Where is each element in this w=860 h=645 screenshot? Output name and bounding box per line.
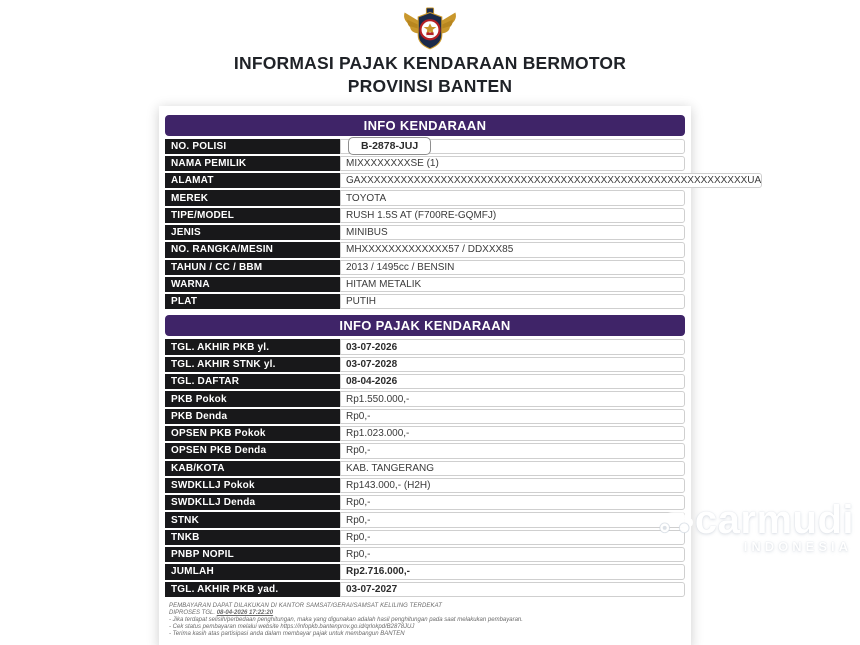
info-kendaraan-table <box>165 139 762 310</box>
table-row <box>165 208 685 223</box>
table-row <box>165 495 685 510</box>
row-value: TOYOTA <box>340 190 685 205</box>
table-row <box>165 530 685 545</box>
row-value: KAB. TANGERANG <box>340 461 685 476</box>
row-value: Rp2.716.000,- <box>340 564 685 579</box>
row-value: Rp0,- <box>340 547 685 562</box>
row-value: MINIBUS <box>340 225 685 240</box>
row-value: 2013 / 1495cc / BENSIN <box>340 260 685 275</box>
row-value: Rp0,- <box>340 443 685 458</box>
row-value: 03-07-2028 <box>340 357 685 372</box>
table-row <box>165 582 685 597</box>
table-row <box>165 173 762 188</box>
row-label: PKB Pokok <box>165 391 340 406</box>
table-row <box>165 391 685 406</box>
footnote <box>169 603 685 638</box>
row-value <box>340 139 685 154</box>
table-row <box>165 478 685 493</box>
row-label: TAHUN / CC / BBM <box>165 260 340 275</box>
row-value: Rp0,- <box>340 409 685 424</box>
row-value: 08-04-2026 <box>340 374 685 389</box>
row-value: Rp1.550.000,- <box>340 391 685 406</box>
row-label: WARNA <box>165 277 340 292</box>
row-value: Rp1.023.000,- <box>340 426 685 441</box>
row-label: TGL. AKHIR PKB yl. <box>165 339 340 354</box>
row-label: TGL. AKHIR PKB yad. <box>165 582 340 597</box>
page-title-line2: PROVINSI BANTEN <box>347 75 513 96</box>
footnote-bullet: - Cek status pembayaran melalui website https://infopkb.bantenprov.go.id/qrlokpd/B2878JUJ <box>169 624 415 631</box>
row-value: Rp0,- <box>340 495 685 510</box>
info-pajak-table <box>165 339 685 596</box>
row-value: Rp0,- <box>340 530 685 545</box>
watermark-sub: INDONESIA <box>743 539 852 554</box>
row-label: MEREK <box>165 190 340 205</box>
row-label: KAB/KOTA <box>165 461 340 476</box>
tax-info-card <box>159 106 762 645</box>
footnote-processed-prefix: DIPROSES TGL. <box>169 610 217 616</box>
row-value: 03-07-2026 <box>340 339 685 354</box>
row-label: JUMLAH <box>165 564 340 579</box>
page-header <box>0 0 860 98</box>
row-value: HITAM METALIK <box>340 277 685 292</box>
row-label: NO. POLISI <box>165 139 340 154</box>
table-row <box>165 294 685 309</box>
row-value: MIXXXXXXXXSE (1) <box>340 156 685 171</box>
row-label: STNK <box>165 512 340 527</box>
row-value: PUTIH <box>340 294 685 309</box>
footnote-processed-datetime: 08-04-2026 17:22:20 <box>216 610 274 616</box>
row-label: SWDKLLJ Pokok <box>165 478 340 493</box>
row-label: PNBP NOPIL <box>165 547 340 562</box>
footnote-processed-line <box>169 610 685 617</box>
row-label: PKB Denda <box>165 409 340 424</box>
row-label: JENIS <box>165 225 340 240</box>
table-row <box>165 156 685 171</box>
table-row <box>165 357 685 372</box>
table-row <box>165 409 685 424</box>
table-row <box>165 242 685 257</box>
footnote-bullets <box>169 617 685 638</box>
table-row <box>165 547 685 562</box>
table-row <box>165 260 685 275</box>
row-label: NAMA PEMILIK <box>165 156 340 171</box>
row-value: GAXXXXXXXXXXXXXXXXXXXXXXXXXXXXXXXXXXXXXXXXXXXXXXXXXXXXXXXXXXUA <box>340 173 762 188</box>
row-label: TIPE/MODEL <box>165 208 340 223</box>
table-row <box>165 443 685 458</box>
table-row <box>165 512 685 527</box>
row-value: Rp143.000,- (H2H) <box>340 478 685 493</box>
row-value: MHXXXXXXXXXXXXX57 / DDXXX85 <box>340 242 685 257</box>
footnote-bullet: - Terima kasih atas partisipasi anda dalam membayar pajak untuk membangun BANTEN <box>169 631 405 638</box>
table-row <box>165 564 685 579</box>
section-header-info-kendaraan: INFO KENDARAAN <box>165 115 685 136</box>
table-row <box>165 139 685 154</box>
korlantas-polri-emblem-icon <box>401 4 459 50</box>
row-label: TGL. AKHIR STNK yl. <box>165 357 340 372</box>
row-value: RUSH 1.5S AT (F700RE-GQMFJ) <box>340 208 685 223</box>
table-row <box>165 277 685 292</box>
table-row <box>165 190 685 205</box>
section-header-info-pajak: INFO PAJAK KENDARAAN <box>165 315 685 336</box>
row-label: PLAT <box>165 294 340 309</box>
footnote-payment-note: PEMBAYARAN DAPAT DILAKUKAN DI KANTOR SAMSAT/GERAI/SAMSAT KELILING TERDEKAT <box>169 602 443 609</box>
table-row <box>165 225 685 240</box>
table-row <box>165 374 685 389</box>
row-label: OPSEN PKB Denda <box>165 443 340 458</box>
row-label: TGL. DAFTAR <box>165 374 340 389</box>
plate-number-box[interactable]: B-2878-JUJ <box>348 137 431 155</box>
row-value: 03-07-2027 <box>340 582 685 597</box>
watermark-brand: carmudi <box>694 498 854 542</box>
table-row <box>165 461 685 476</box>
row-label: ALAMAT <box>165 173 340 188</box>
row-label: TNKB <box>165 530 340 545</box>
page-title <box>0 52 860 98</box>
row-label: OPSEN PKB Pokok <box>165 426 340 441</box>
row-label: NO. RANGKA/MESIN <box>165 242 340 257</box>
table-row <box>165 339 685 354</box>
footnote-bullet: - Jika terdapat selisih/perbedaan penghitungan, maka yang digunakan adalah hasil penghitungan pada saat melakukan pembayaran. <box>169 617 523 624</box>
table-row <box>165 426 685 441</box>
row-value: Rp0,- <box>340 512 685 527</box>
page-title-line1: INFORMASI PAJAK KENDARAAN BERMOTOR <box>233 53 627 73</box>
row-label: SWDKLLJ Denda <box>165 495 340 510</box>
